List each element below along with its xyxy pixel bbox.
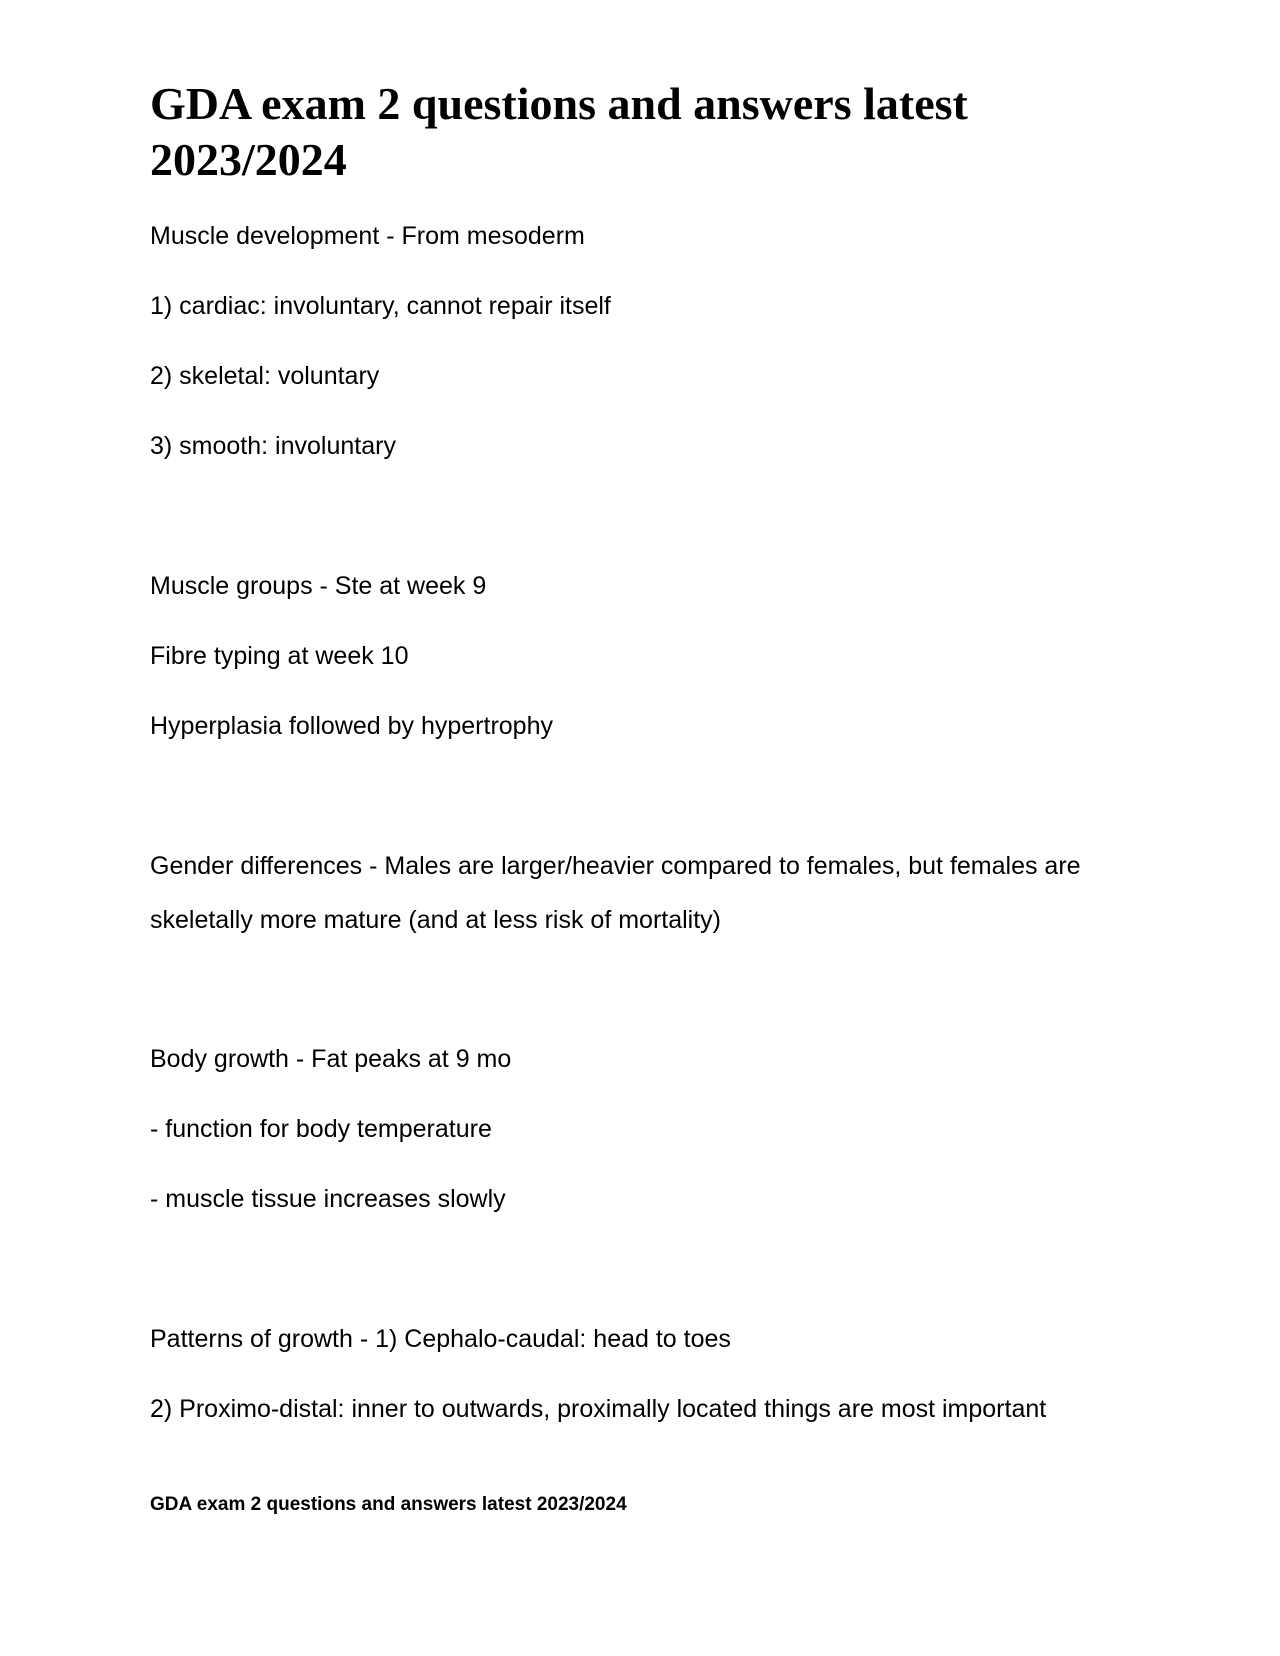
muscle-tissue-line: - muscle tissue increases slowly [150, 1185, 506, 1213]
body-temperature-line: - function for body temperature [150, 1115, 492, 1143]
muscle-groups-line: Muscle groups - Ste at week 9 [150, 572, 487, 600]
gender-differences-paragraph: Gender differences - Males are larger/heavier compared to females, but females are skeletally more mature (and at less risk of mortality) [150, 852, 1081, 934]
page-footer: GDA exam 2 questions and answers latest 2023/2024 [150, 1494, 627, 1515]
fibre-typing-line: Fibre typing at week 10 [150, 642, 409, 670]
muscle-development-line: Muscle development - From mesoderm [150, 222, 585, 250]
hyperplasia-line: Hyperplasia followed by hypertrophy [150, 712, 553, 740]
proximo-distal-line: 2) Proximo-distal: inner to outwards, proximally located things are most important [150, 1395, 1047, 1423]
smooth-line: 3) smooth: involuntary [150, 432, 396, 460]
page-title: GDA exam 2 questions and answers latest 2023/2024 [150, 78, 968, 185]
body-growth-line: Body growth - Fat peaks at 9 mo [150, 1045, 512, 1073]
patterns-of-growth-line: Patterns of growth - 1) Cephalo-caudal: head to toes [150, 1325, 731, 1353]
skeletal-line: 2) skeletal: voluntary [150, 362, 380, 390]
cardiac-line: 1) cardiac: involuntary, cannot repair itself [150, 292, 611, 320]
